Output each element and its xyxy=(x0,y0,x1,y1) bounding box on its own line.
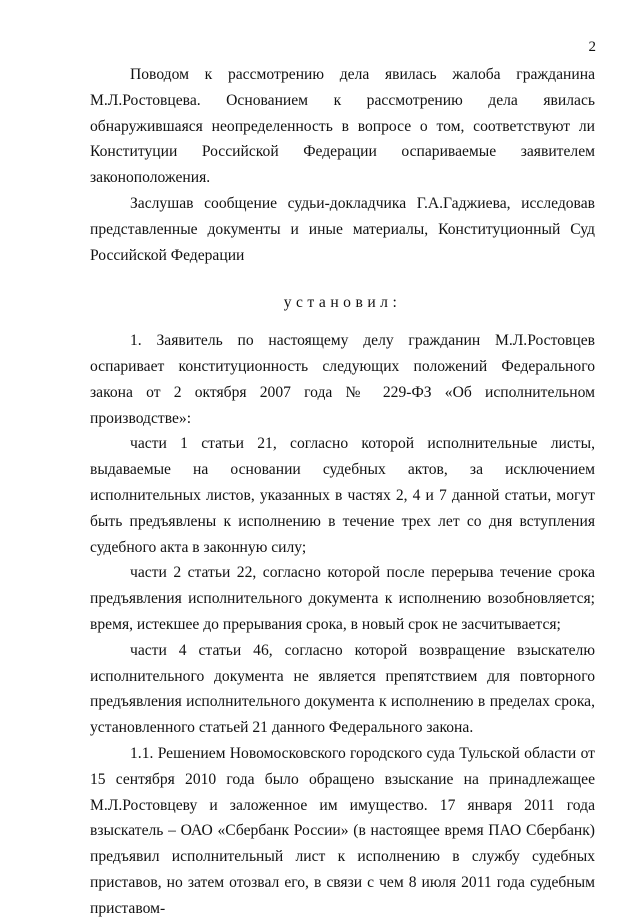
page-number: 2 xyxy=(588,39,596,55)
document-body xyxy=(90,62,595,922)
section-heading-established: установил: xyxy=(283,294,402,312)
paragraph-complaint-basis: Поводом к рассмотрению дела явилась жалоба гражданина М.Л.Ростовцева. Основанием к рассмотрению дела явилась обнаружившаяся неопределенность в вопросе о том, соответствуют ли Конституции Российской Федерации оспариваемые заявителем законоположения. xyxy=(90,66,595,187)
paragraph-article-22: части 2 статьи 22, согласно которой после перерыва течение срока предъявления исполнительного документа к исполнению возобновляется; время, истекшее до прерывания срока, в новый срок не засчитывается; xyxy=(90,564,595,633)
paragraph-article-21: части 1 статьи 21, согласно которой исполнительные листы, выдаваемые на основании судебных актов, за исключением исполнительных листов, указанных в частях 2, 4 и 7 данной статьи, могут быть предъявлены к исполнению в течение трех лет со дня вступления судебного акта в законную силу; xyxy=(90,435,595,556)
paragraph-article-46: части 4 статьи 46, согласно которой возвращение взыскателю исполнительного документа не является препятствием для повторного предъявления исполнительного документа к исполнению в пределах срока, установленного статьей 21 данного Федерального закона. xyxy=(90,641,595,737)
paragraph-judge-report: Заслушав сообщение судьи-докладчика Г.А.Гаджиева, исследовав представленные документы и иные материалы, Конституционный Суд Российской Федерации xyxy=(90,194,595,264)
paragraph-applicant-challenge: 1. Заявитель по настоящему делу гражданин М.Л.Ростовцев оспаривает конституционность следующих положений Федерального закона от 2 октября 2007 года № 229-ФЗ «Об исполнительном производстве»: xyxy=(90,332,595,427)
paragraph-court-decision: 1.1. Решением Новомосковского городского суда Тульской области от 15 сентября 2010 года было обращено взыскание на принадлежащее М.Л.Ростовцеву и заложенное им имущество. 17 января 2011 года взыскатель – ОАО «Сбербанк России» (в настоящее время ПАО Сбербанк) предъявил исполнительный лист к исполнению в службу судебных приставов, но затем отозвал его, в связи с чем 8 июля 2011 года судебным приставом- xyxy=(90,744,595,917)
